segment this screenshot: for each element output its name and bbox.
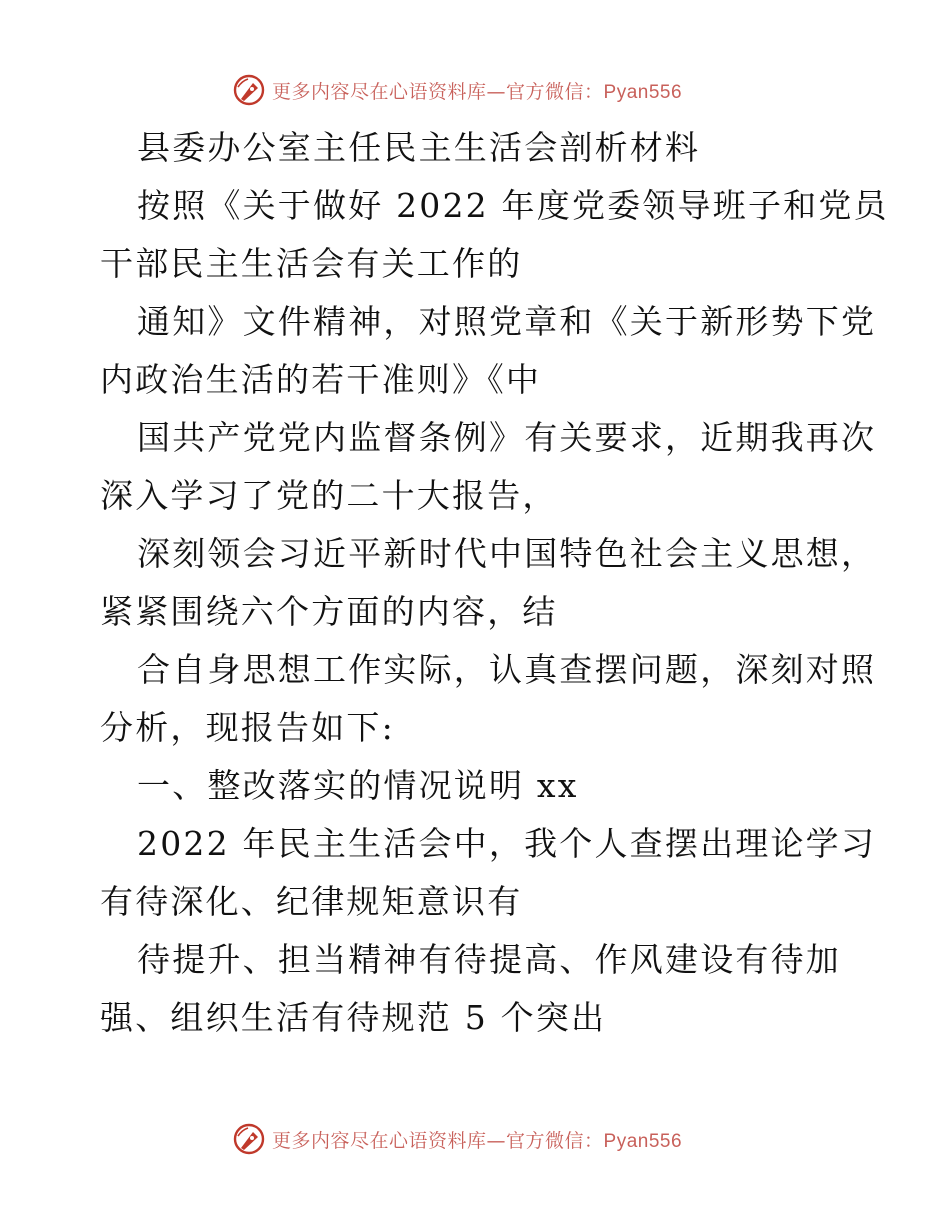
watermark-prefix: 更多内容尽在心语资料库 [272, 80, 487, 103]
paragraph-line: 2022 年民主生活会中，我个人查摆出理论学习 [137, 824, 877, 863]
paragraph-line: 按照《关于做好 2022 年度党委领导班子和党员 [137, 186, 889, 225]
watermark-text [272, 77, 682, 104]
watermark-middle: 官方微信： [506, 1129, 604, 1152]
paragraph-line: 待提升、担当精神有待提高、作风建设有待加 [137, 940, 841, 979]
paragraph-line: 干部民主生活会有关工作的 [100, 244, 523, 283]
paragraph-line: 紧紧围绕六个方面的内容，结 [100, 592, 558, 631]
pen-nib-logo-icon [232, 1122, 266, 1156]
watermark-id: Pyan556 [603, 1130, 683, 1152]
paragraph-line: 有待深化、纪律规矩意识有 [100, 882, 523, 921]
header-watermark [232, 72, 682, 108]
paragraph-line: 分析，现报告如下: [100, 708, 395, 747]
paragraph-line: 深刻领会习近平新时代中国特色社会主义思想， [137, 534, 877, 573]
paragraph-line: 合自身思想工作实际，认真查摆问题，深刻对照 [137, 650, 877, 689]
paragraph-line: 通知》文件精神，对照党章和《关于新形势下党 [137, 302, 877, 341]
document-title: 县委办公室主任民主生活会剖析材料 [137, 128, 701, 167]
section-heading: 一、整改落实的情况说明 xx [137, 766, 579, 805]
paragraph-line: 内政治生活的若干准则》《中 [100, 360, 542, 399]
footer-watermark [232, 1121, 682, 1157]
pen-nib-logo-icon [232, 73, 266, 107]
watermark-id: Pyan556 [603, 81, 683, 103]
watermark-text [272, 1126, 682, 1153]
paragraph-line: 强、组织生活有待规范 5 个突出 [100, 998, 607, 1037]
watermark-dash: — [486, 1129, 507, 1152]
paragraph-line: 国共产党党内监督条例》有关要求，近期我再次 [137, 418, 877, 457]
paragraph-line: 深入学习了党的二十大报告， [100, 476, 558, 515]
watermark-prefix: 更多内容尽在心语资料库 [272, 1129, 487, 1152]
watermark-dash: — [486, 80, 507, 103]
watermark-middle: 官方微信： [506, 80, 604, 103]
